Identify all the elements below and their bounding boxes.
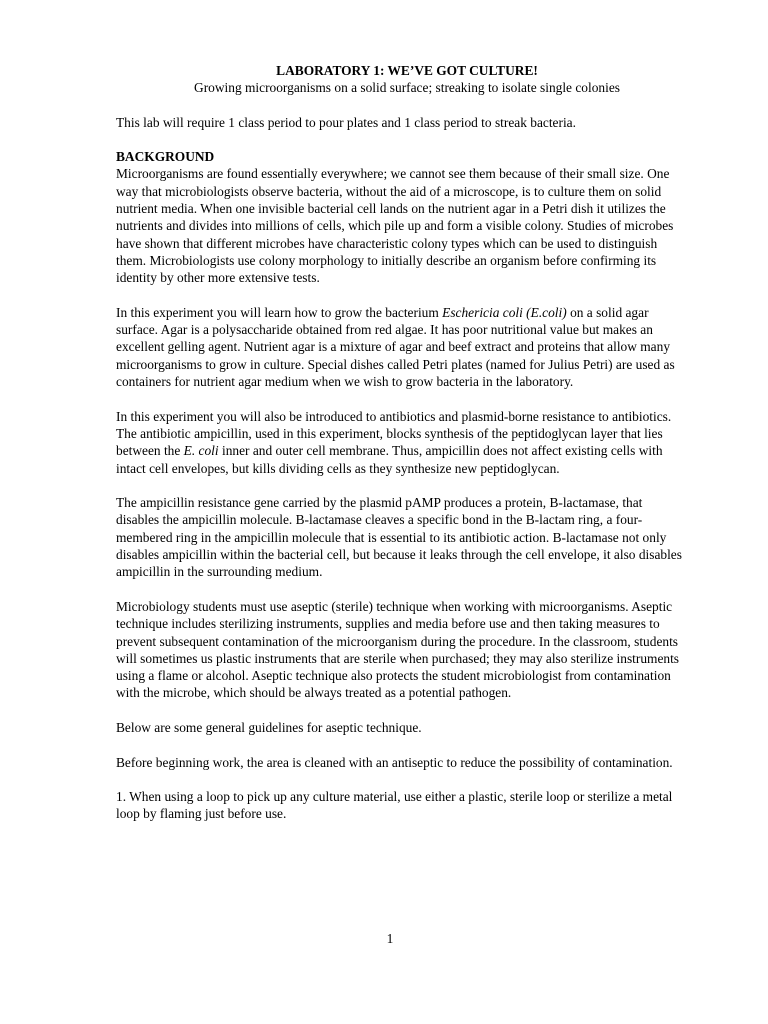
- paragraph-ecoli-text-1: In this experiment you will learn how to grow the bacterium: [116, 304, 443, 320]
- paragraph-ecoli: [116, 304, 682, 390]
- paragraph-guidelines-intro: Below are some general guidelines for aseptic technique.: [116, 719, 422, 735]
- paragraph-ecoli-species: Eschericia coli (E.coli): [442, 304, 567, 320]
- document-title: LABORATORY 1: WE’VE GOT CULTURE!: [276, 63, 538, 78]
- paragraph-antibiotics-text-1: In this experiment you will also be introduced to antibiotics and plasmid-borne resistance to antibiotics. The antibiotic ampicillin, used in this experiment, blocks synthesis of the peptidoglycan layer that lies between the: [116, 408, 672, 459]
- background-heading: BACKGROUND: [116, 149, 215, 165]
- paragraph-guideline-1: 1. When using a loop to pick up any culture material, use either a plastic, sterile loop or sterilize a metal loop by flaming just before use.: [116, 789, 673, 822]
- paragraph-aseptic-technique: Microbiology students must use aseptic (sterile) technique when working with microorganisms. Aseptic technique includes sterilizing instruments, supplies and media before use and then taking measures to prevent subsequent contamination of the microorganism during the procedure. In the classroom, students will sometimes us plastic instruments that are sterile when purchased; they may also sterilize instruments using a flame or alcohol. Aseptic technique also protects the student microbiologist from contamination with the microbe, which should be always treated as a potential pathogen.: [116, 598, 680, 701]
- paragraph-resistance-gene: The ampicillin resistance gene carried by the plasmid pAMP produces a protein, B-lactamase, that disables the ampicillin molecule. B-lactamase cleaves a specific bond in the B-lactam ring, a four-membered ring in the ampicillin molecule that is essential to its antibiotic action. B-lactamase not only disables ampicillin within the bacterial cell, but because it leaks through the cell envelope, it also disables ampicillin in the surrounding medium.: [116, 495, 682, 580]
- paragraph-microorganisms: Microorganisms are found essentially everywhere; we cannot see them because of their small size. One way that microbiologists observe bacteria, without the aid of a microscope, is to culture them on solid nutrient media. When one invisible bacterial cell lands on the nutrient agar in a Petri dish it utilizes the nutrients and divides into millions of cells, which pile up and form a visible colony. Studies of microbes have shown that different microbes have characteristic colony types which can be used to distinguish them. Microbiologists use colony morphology to initially describe an organism before confirming its identity by other more extensive tests.: [116, 166, 674, 286]
- document-subtitle: Growing microorganisms on a solid surface; streaking to isolate single colonies: [194, 80, 620, 96]
- paragraph-ecoli-text-2: on a solid agar surface. Agar is a polysaccharide obtained from red algae. It has poor nutritional value but makes an excellent gelling agent. Nutrient agar is a mixture of agar and beef extract and proteins that allow many microorganisms to grow in culture. Special dishes called Petri plates (named for Julius Petri) are used as containers for nutrient agar medium when we wish to grow bacteria in the laboratory.: [116, 304, 675, 390]
- paragraph-antibiotics: [116, 408, 682, 477]
- paragraph-antibiotics-species: E. coli: [183, 443, 219, 459]
- paragraph-clean-area: Before beginning work, the area is cleaned with an antiseptic to reduce the possibility of contamination.: [116, 754, 673, 770]
- page-number: 1: [386, 931, 394, 946]
- paragraph-antibiotics-text-2: inner and outer cell membrane. Thus, ampicillin does not affect existing cells with intact cell envelopes, but kills dividing cells as they synthesize new peptidoglycan.: [116, 443, 663, 476]
- intro-paragraph: This lab will require 1 class period to pour plates and 1 class period to streak bacteria.: [116, 114, 576, 130]
